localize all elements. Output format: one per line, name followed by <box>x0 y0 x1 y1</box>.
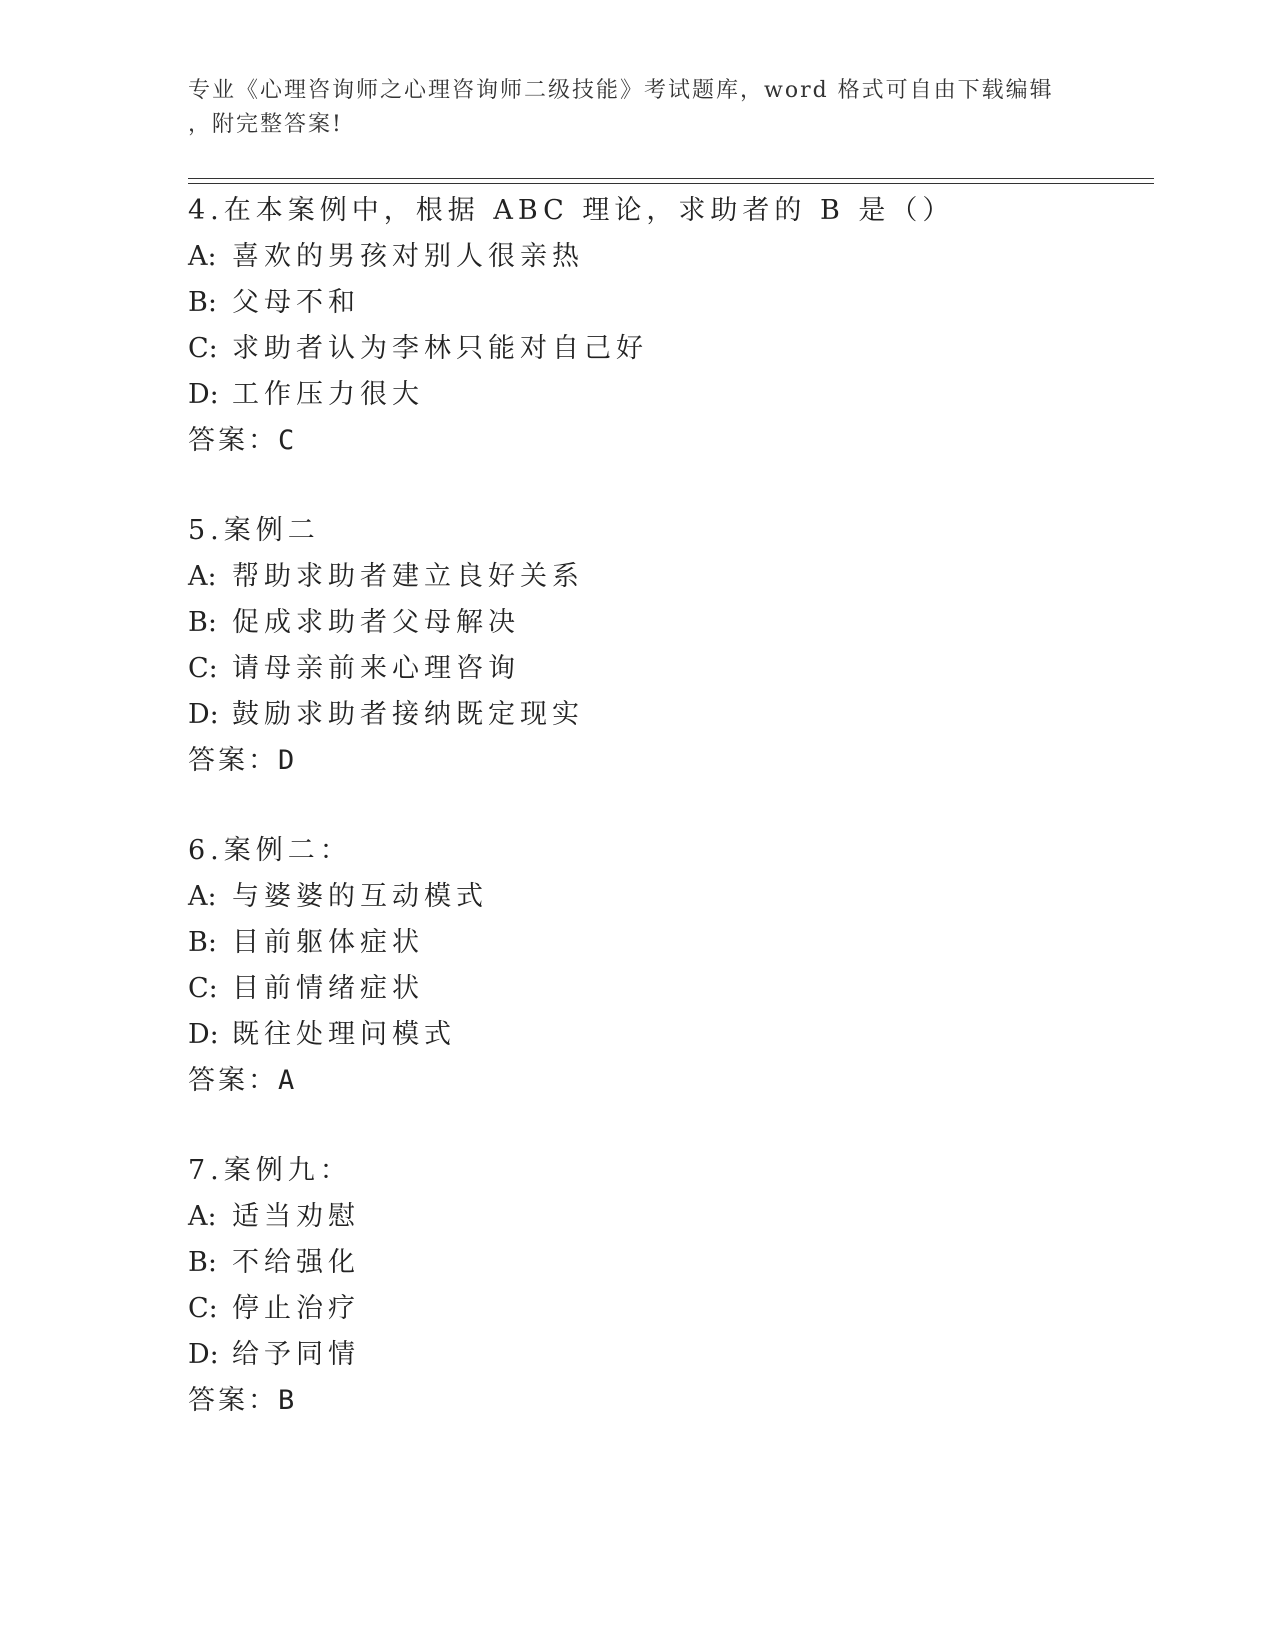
option-letter: B: <box>188 927 217 958</box>
option-text: 请母亲前来心理咨询 <box>232 653 520 684</box>
option-b <box>188 1240 1148 1286</box>
answer-label: 答案： <box>188 1065 278 1096</box>
header-line-2: ，附完整答案! <box>188 112 343 137</box>
option-a <box>188 1194 1148 1240</box>
question-7 <box>188 1148 1148 1424</box>
option-text: 目前躯体症状 <box>232 927 424 958</box>
option-text: 适当劝慰 <box>232 1201 360 1232</box>
option-letter: A: <box>188 561 217 592</box>
option-b <box>188 600 1148 646</box>
option-d <box>188 1332 1148 1378</box>
answer-line <box>188 738 1148 784</box>
option-text: 停止治疗 <box>232 1293 360 1324</box>
option-letter: D: <box>188 1019 219 1050</box>
option-a <box>188 874 1148 920</box>
question-stem: 4.在本案例中，根据 ABC 理论，求助者的 B 是（） <box>188 195 955 226</box>
option-text: 喜欢的男孩对别人很亲热 <box>232 241 584 272</box>
answer-value: C <box>278 425 295 456</box>
option-c <box>188 326 1148 372</box>
answer-value: B <box>278 1385 295 1416</box>
option-letter: C: <box>188 1293 218 1324</box>
option-letter: C: <box>188 653 218 684</box>
option-letter: A: <box>188 1201 217 1232</box>
answer-value: D <box>278 745 295 776</box>
option-d <box>188 692 1148 738</box>
option-text: 帮助求助者建立良好关系 <box>232 561 584 592</box>
option-letter: C: <box>188 973 218 1004</box>
answer-label: 答案： <box>188 1385 278 1416</box>
option-text: 与婆婆的互动模式 <box>232 881 488 912</box>
option-letter: A: <box>188 241 217 272</box>
answer-value: A <box>278 1065 295 1096</box>
document-header <box>188 74 1068 142</box>
option-text: 既往处理问模式 <box>232 1019 456 1050</box>
answer-label: 答案： <box>188 745 278 776</box>
option-text: 促成求助者父母解决 <box>232 607 520 638</box>
answer-line <box>188 1058 1148 1104</box>
option-text: 父母不和 <box>232 287 360 318</box>
question-4 <box>188 188 1148 464</box>
question-stem: 7.案例九： <box>188 1155 352 1186</box>
question-stem: 6.案例二： <box>188 835 352 866</box>
question-5 <box>188 508 1148 784</box>
option-letter: D: <box>188 1339 219 1370</box>
option-b <box>188 280 1148 326</box>
option-letter: A: <box>188 881 217 912</box>
option-text: 不给强化 <box>232 1247 360 1278</box>
option-text: 求助者认为李林只能对自己好 <box>232 333 648 364</box>
header-divider-top <box>188 178 1154 179</box>
answer-label: 答案： <box>188 425 278 456</box>
header-line-1: 专业《心理咨询师之心理咨询师二级技能》考试题库，word 格式可自由下载编辑 <box>188 78 1054 103</box>
option-a <box>188 234 1148 280</box>
option-d <box>188 1012 1148 1058</box>
option-letter: B: <box>188 1247 217 1278</box>
option-text: 鼓励求助者接纳既定现实 <box>232 699 584 730</box>
option-text: 工作压力很大 <box>232 379 424 410</box>
option-letter: D: <box>188 699 219 730</box>
option-c <box>188 966 1148 1012</box>
option-text: 目前情绪症状 <box>232 973 424 1004</box>
option-text: 给予同情 <box>232 1339 360 1370</box>
option-a <box>188 554 1148 600</box>
option-letter: B: <box>188 287 217 318</box>
option-letter: C: <box>188 333 218 364</box>
option-c <box>188 646 1148 692</box>
question-stem: 5.案例二 <box>188 515 320 546</box>
question-6 <box>188 828 1148 1104</box>
option-d <box>188 372 1148 418</box>
header-divider-bottom <box>188 183 1154 184</box>
option-letter: B: <box>188 607 217 638</box>
option-c <box>188 1286 1148 1332</box>
answer-line <box>188 418 1148 464</box>
option-b <box>188 920 1148 966</box>
option-letter: D: <box>188 379 219 410</box>
answer-line <box>188 1378 1148 1424</box>
